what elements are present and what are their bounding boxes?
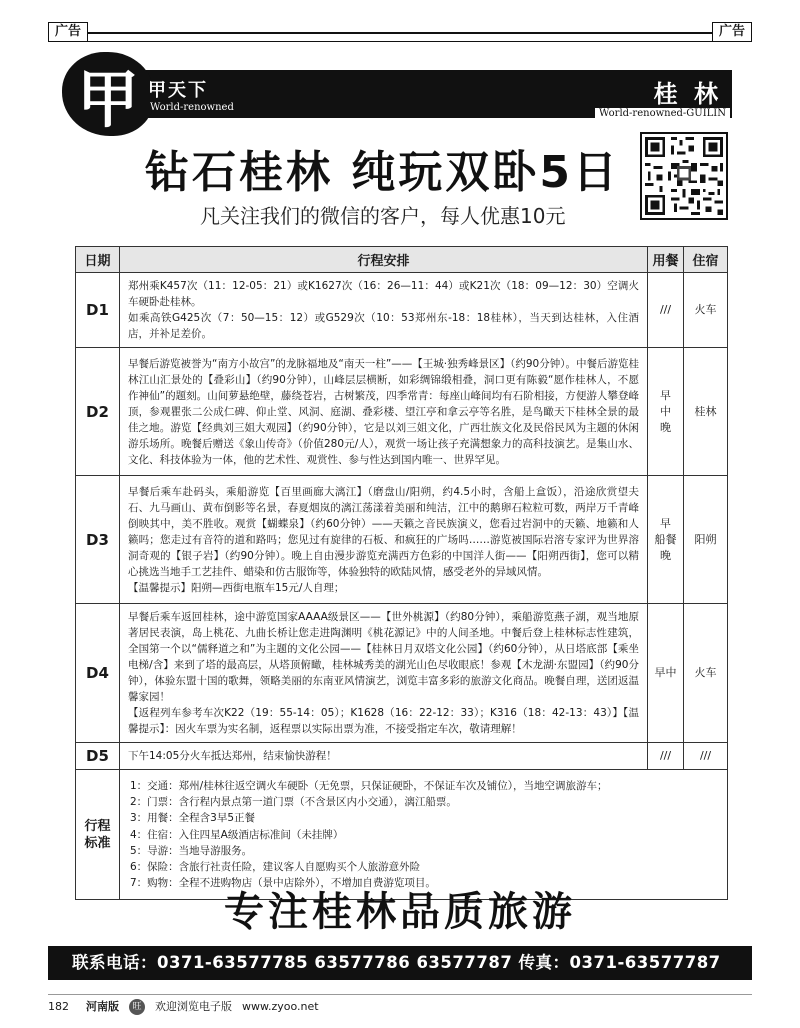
page-number: 182 bbox=[48, 1000, 69, 1013]
table-row bbox=[76, 604, 728, 743]
row-plan: 早餐后乘车返回桂林，途中游览国家AAAA级景区——【世外桃源】（约80分钟），乘船游览燕子湖，观当地原著居民表演，岛上桃花、九曲长桥让您走进陶渊明《桃花源记》中的人间圣地。中餐后登上桂林标志性建筑，全国第一个以“儒释道之和”为主题的文化公园——【桂林日月双塔文化公园】（约60分钟），从日塔底部【乘坐电梯/含】来到了塔的最高层，从塔顶俯瞰，桂林城秀美的湖光山色尽收眼底！参观【木龙湖·东盟园】（约90分钟），体验东盟十国的歌舞，领略美丽的东南亚风情演艺，浏览丰富多彩的旅游文化商品。晚餐自理，送团返温馨家园！ 【返程列车参考车次K22（19：55-14：05）；K1628（16：22-12：33）；K316（18：42-13：43）】【温馨提示】：因火车票为实名制，返程票以实际出票为准，不接受指定车次，敬请理解！ bbox=[120, 604, 648, 743]
standard-item: 2：门票：含行程内景点第一道门票（不含景区内小交通），漓江船票。 bbox=[130, 796, 457, 809]
meal-item: 中 bbox=[660, 404, 671, 418]
row-stay: 火车 bbox=[684, 273, 728, 348]
page-footer bbox=[48, 998, 752, 1016]
row-day: D3 bbox=[76, 476, 120, 604]
row-stay: /// bbox=[684, 743, 728, 770]
row-day: D2 bbox=[76, 348, 120, 476]
row-stay: 桂林 bbox=[684, 348, 728, 476]
row-stay: 阳朔 bbox=[684, 476, 728, 604]
top-rule bbox=[48, 32, 752, 34]
brand-name-en: World-renowned bbox=[150, 102, 234, 113]
standard-item: 6：保险：含旅行社责任险，建议客人自愿购买个人旅游意外险 bbox=[130, 861, 421, 874]
row-meal bbox=[648, 604, 684, 743]
standard-item: 5：导游：当地导游服务。 bbox=[130, 844, 253, 857]
top-rule-thin bbox=[48, 41, 752, 42]
header-day: 日期 bbox=[76, 247, 120, 273]
row-plan: 郑州乘K457次（11：12-05：21）或K1627次（16：26—11：44）或K21次（18：09—12：30）空调火车硬卧赴桂林。 如乘高铁G425次（7：50—15：12）或G529次（10：53郑州东-18：18桂林），当天到达桂林，入住酒店，并补足差价。 bbox=[120, 273, 648, 348]
row-plan: 早餐后游览被誉为“南方小故宫”的龙脉福地及“南天一柱”——【王城·独秀峰景区】（约90分钟）。中餐后游览桂林江山汇景处的【叠彩山】（约90分钟），山峰层层横断，如彩绸锦缎相叠，洞口更有陈毅“愿作桂林人，不愿作神仙”的题刻。山间萝悬绝壁，藤绕苍岩，古树繁茂，四季常青：每座山峰间均有石阶相接，方便游人攀登峰顶，参观瞿张二公成仁碑、仰止堂、风洞、庭湖、叠彩楼、望江亭和拿云亭等名胜，是鸟瞰天下桂林全景的最佳之地。游览【经典刘三姐大观园】（约90分钟），它是以刘三姐文化，广西壮族文化及民俗民风为主题的休闲游乐场所。晚餐后赠送《象山传奇》（价值280元/人），观赏一场让孩子充满想象力的高科技演艺。是集山水、文化、科技体验为一体，他的艺术性、观赏性、参与性达到国内唯一、世界罕见。 bbox=[120, 348, 648, 476]
meal-item: 晚 bbox=[660, 420, 671, 434]
table-row bbox=[76, 348, 728, 476]
welcome-text: 欢迎浏览电子版 bbox=[155, 1000, 232, 1013]
standard-item: 3：用餐：全程含3早5正餐 bbox=[130, 812, 256, 825]
row-plan: 下午14:05分火车抵达郑州，结束愉快游程！ bbox=[120, 743, 648, 770]
meal-item: 晚 bbox=[660, 548, 671, 562]
itinerary-body bbox=[76, 273, 728, 900]
standard-item: 7：购物：全程不进购物店（景中店除外），不增加自费游览项目。 bbox=[130, 877, 436, 890]
brand-seal-logo: 甲 bbox=[62, 52, 154, 136]
meal-item: 早 bbox=[660, 388, 671, 402]
footer-url[interactable]: www.zyoo.net bbox=[242, 1000, 319, 1013]
ad-label-left: 广告 bbox=[48, 22, 88, 42]
header-meal: 用餐 bbox=[648, 247, 684, 273]
meal-item: /// bbox=[659, 749, 672, 762]
meal-item: 早中 bbox=[654, 666, 677, 679]
standard-item: 4：住宿：入住四星A级酒店标准间（未挂牌） bbox=[130, 828, 344, 841]
row-day: D5 bbox=[76, 743, 120, 770]
wechat-qr-code[interactable] bbox=[640, 132, 728, 220]
row-meal bbox=[648, 476, 684, 604]
publisher-mark-icon: 旺 bbox=[129, 999, 145, 1015]
row-plan: 早餐后乘车赴码头，乘船游览【百里画廊大漓江】（磨盘山/阳朔，约4.5小时，含船上盒饭），沿途欣赏望夫石、九马画山、黄布倒影等名景，春夏烟岚的漓江荡漾着美丽和纯洁，江中的鹅卵石粒粒可数，两岸万千青峰倒映其中，美不胜收。观赏【蝴蝶泉】（约60分钟）——天籁之音民族演义，您看过岩洞中的天籁、地籁和人籁吗；您走过有音符的道和路吗；您见过有旋律的石板、和疯狂的广场吗……游览被国际岩溶专家评为世界溶洞奇观的【银子岩】（约90分钟）。晚上自由漫步游览充满西方色彩的中国洋人街——【阳朔西街】，您可以精心挑选当地手工艺挂件、蜡染和仿古服饰等，体验独特的欧陆风情，感受老外的异域风情。 【温馨提示】阳朔—西街电瓶车15元/人自理； bbox=[120, 476, 648, 604]
row-meal bbox=[648, 273, 684, 348]
table-row bbox=[76, 743, 728, 770]
brand-name: 甲天下 bbox=[148, 80, 208, 101]
slogan: 专注桂林品质旅游 bbox=[224, 889, 576, 935]
wechat-discount-line: 凡关注我们的微信的客户，每人优惠10元 bbox=[200, 204, 566, 228]
contact-bar[interactable]: 联系电话：0371-63577785 63577786 63577787 传真：0371-63577787 bbox=[48, 946, 752, 980]
city-title: 桂 林 bbox=[653, 79, 722, 108]
standards-label-line2: 标准 bbox=[84, 835, 111, 851]
meal-item: 船餐 bbox=[654, 532, 677, 546]
qr-code-icon bbox=[642, 134, 726, 218]
header-stay: 住宿 bbox=[684, 247, 728, 273]
standards-label-line1: 行程 bbox=[84, 818, 111, 834]
city-subtitle-en: World-renowned-GUILIN bbox=[595, 108, 730, 120]
headline: 钻石桂林 纯玩双卧5日 bbox=[145, 147, 620, 198]
standard-item: 1：交通：郑州/桂林往返空调火车硬卧（无免票，只保证硬卧，不保证车次及铺位），当地空调旅游车； bbox=[130, 780, 608, 792]
table-header-row bbox=[76, 247, 728, 273]
itinerary-table bbox=[75, 246, 728, 900]
meal-item: 早 bbox=[660, 516, 671, 530]
row-day: D1 bbox=[76, 273, 120, 348]
table-row bbox=[76, 476, 728, 604]
edition-label: 河南版 bbox=[86, 1000, 119, 1013]
meal-item: /// bbox=[659, 303, 672, 316]
row-stay: 火车 bbox=[684, 604, 728, 743]
table-row bbox=[76, 273, 728, 348]
footer-rule bbox=[48, 994, 752, 995]
ad-label-right: 广告 bbox=[712, 22, 752, 42]
row-day: D4 bbox=[76, 604, 120, 743]
header-plan: 行程安排 bbox=[120, 247, 648, 273]
row-meal bbox=[648, 348, 684, 476]
row-meal bbox=[648, 743, 684, 770]
